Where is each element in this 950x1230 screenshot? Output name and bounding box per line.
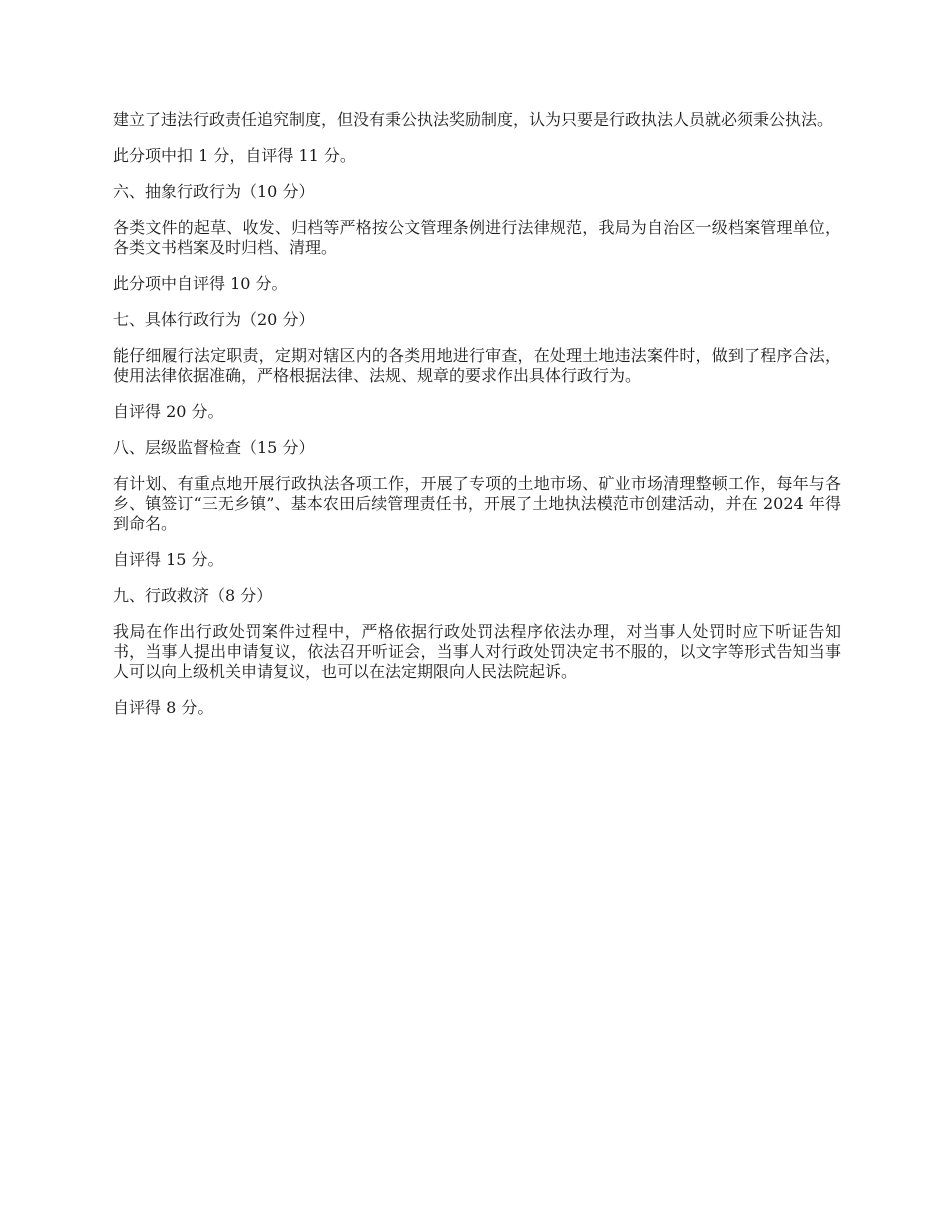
paragraph-section-7: 能仔细履行法定职责，定期对辖区内的各类用地进行审查，在处理土地违法案件时，做到了程序合法，使用法律依据准确，严格根据法律、法规、规章的要求作出具体行政行为。 [113,346,841,385]
paragraph-section-8: 有计划、有重点地开展行政执法各项工作，开展了专项的土地市场、矿业市场清理整顿工作，每年与各乡、镇签订“三无乡镇”、基本农田后续管理责任书，开展了土地执法模范市创建活动，并在 2024 年得到命名。 [113,474,841,533]
score-line-5: 此分项中扣 1 分，自评得 11 分。 [113,146,356,165]
score-line-8: 自评得 15 分。 [113,550,224,569]
paragraph-accountability: 建立了违法行政责任追究制度，但没有秉公执法奖励制度，认为只要是行政执法人员就必须秉公执法。 [113,110,834,129]
section-heading-7: 七、具体行政行为（20 分） [113,310,315,329]
paragraph-section-6: 各类文件的起草、收发、归档等严格按公文管理条例进行法律规范，我局为自治区一级档案管理单位，各类文书档案及时归档、清理。 [113,218,841,257]
document-body [113,110,841,734]
score-line-9: 自评得 8 分。 [113,698,214,717]
score-line-6: 此分项中自评得 10 分。 [113,274,288,293]
score-line-7: 自评得 20 分。 [113,402,224,421]
section-heading-9: 九、行政救济（8 分） [113,586,273,605]
section-heading-8: 八、层级监督检查（15 分） [113,438,315,457]
section-heading-6: 六、抽象行政行为（10 分） [113,182,315,201]
paragraph-section-9: 我局在作出行政处罚案件过程中，严格依据行政处罚法程序依法办理，对当事人处罚时应下听证告知书，当事人提出申请复议，依法召开听证会，当事人对行政处罚决定书不服的，以文字等形式告知当事人可以向上级机关申请复议，也可以在法定期限向人民法院起诉。 [113,622,841,681]
